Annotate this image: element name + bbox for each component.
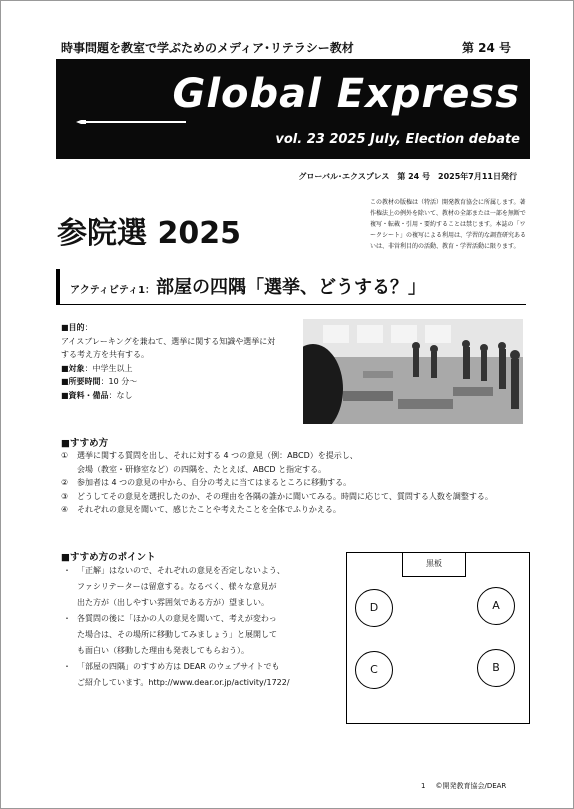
activity-info [61,321,301,402]
purpose-text-2: する考え方を共有する。 [61,350,149,359]
time-heading: ■所要時間 [61,377,101,386]
point-line [61,659,306,675]
step-number: ③ [61,491,69,501]
points-list [61,563,306,691]
footer-credit: ©開発教育協会/DEAR [435,782,507,790]
point-text: 各質問の後に「ほかの人の意見を聞いて、考えが変わっ [77,614,277,623]
point-text: た場合は、その場所に移動してみましょう」と展開して [77,630,277,639]
point-text: 「正解」はないので、それぞれの意見を否定しないよう、 [77,566,285,575]
purpose-heading: ■目的 [61,323,85,332]
step-item [61,503,531,517]
page-footer [421,781,506,791]
classroom-photo [303,319,523,424]
page-number: 1 [421,782,426,790]
time-row [61,375,301,389]
step-number: ② [61,478,69,487]
activity-heading [56,269,526,305]
blackboard-label: 黒板 [402,553,466,577]
time-text: ：10 分～ [100,377,138,386]
purpose-row [61,321,301,335]
step-text: 選挙に関する質問を出し、それに対する 4 つの意見（例：ABCD）を提示し、 [77,451,358,460]
steps-list [61,449,531,517]
point-line [61,595,306,611]
step-text: どうしてその意見を選択したのか、その理由を各隅の誰かに聞いてみる。時間に応じて、質問する人数を調整する。 [77,491,493,501]
publication-line: グローバル･エクスプレス 第 24 号 2025年7月11日発行 [298,172,517,181]
point-line [61,563,306,579]
activity-title: 部屋の四隅「選挙、どうする？」 [156,277,426,298]
target-heading: ■対象 [61,363,85,373]
step-text: 参加者は 4 つの意見の中から、自分の考えに当てはまるところに移動する。 [77,478,352,487]
corner-c: C [355,651,393,689]
copyright-notice: この教材の版権は（特活）開発教育協会に所属します。著作権法上の例外を除いて、教材の全部または一部を無断で複写・転載・引用・要約することは禁じます。本誌の「ワークシート」の複写による利用は、学習的な調査研究あるいは、非営利目的の活動、教育・学習活動に限ります。 [370,199,527,250]
point-line [61,627,306,643]
point-text: 「部屋の四隅」のすすめ方は DEAR のウェブサイトでも [77,662,280,671]
arrow-left-icon [76,120,186,124]
bullet-mark: ・ [63,662,71,671]
corner-a: A [477,587,515,625]
issue-number: 第 24 号 [462,41,512,55]
point-text: ファシリテーターは留意する。なるべく、様々な意見が [77,582,277,591]
points-heading: ■すすめ方のポイント [61,552,156,563]
step-item [61,490,531,504]
step-number: ④ [61,505,69,514]
point-line [61,611,306,627]
point-line [61,643,306,659]
target-row [61,362,301,376]
bullet-mark: ・ [63,566,71,575]
bullet-mark: ・ [63,614,71,623]
corner-b: B [477,649,515,687]
four-corners-diagram [346,552,530,724]
page-title: 参院選 2025 [57,216,241,251]
step-item [61,463,531,477]
point-text: 出た方が（出しやすい雰囲気である方が）望ましい。 [77,598,269,607]
step-number: ① [61,451,69,460]
materials-text: ：なし [108,390,133,400]
series-title: 時事問題を教室で学ぶためのメディア･リテラシー教材 [61,41,354,55]
point-line [61,675,306,691]
corner-d: D [355,589,393,627]
activity-label: アクティビティ1： [70,285,156,296]
step-item [61,449,531,463]
purpose-text-1: アイスブレーキングを兼ねて、選挙に関する知識や選挙に対 [61,336,276,346]
step-item [61,476,531,490]
materials-row [61,389,301,403]
step-text: 会場（教室・研修室など）の四隅を、たとえば、ABCD と指定する。 [77,464,327,474]
purpose-colon: ： [84,323,93,332]
banner-subtitle: vol. 23 2025 July, Election debate [275,132,520,147]
target-text: ：中学生以上 [84,363,133,373]
banner-title: Global Express [172,71,520,117]
materials-heading: ■資料・備品 [61,390,109,400]
steps-heading: ■すすめ方 [61,438,109,449]
step-text: それぞれの意見を聞いて、感じたことや考えたことを全体でふりかえる。 [77,505,341,514]
point-text: も面白い（移動した理由も発表してもらおう）。 [77,646,249,655]
point-text: ご紹介しています。http://www.dear.or.jp/activity/1722/ [77,678,290,687]
title-banner [56,59,530,159]
point-line [61,579,306,595]
